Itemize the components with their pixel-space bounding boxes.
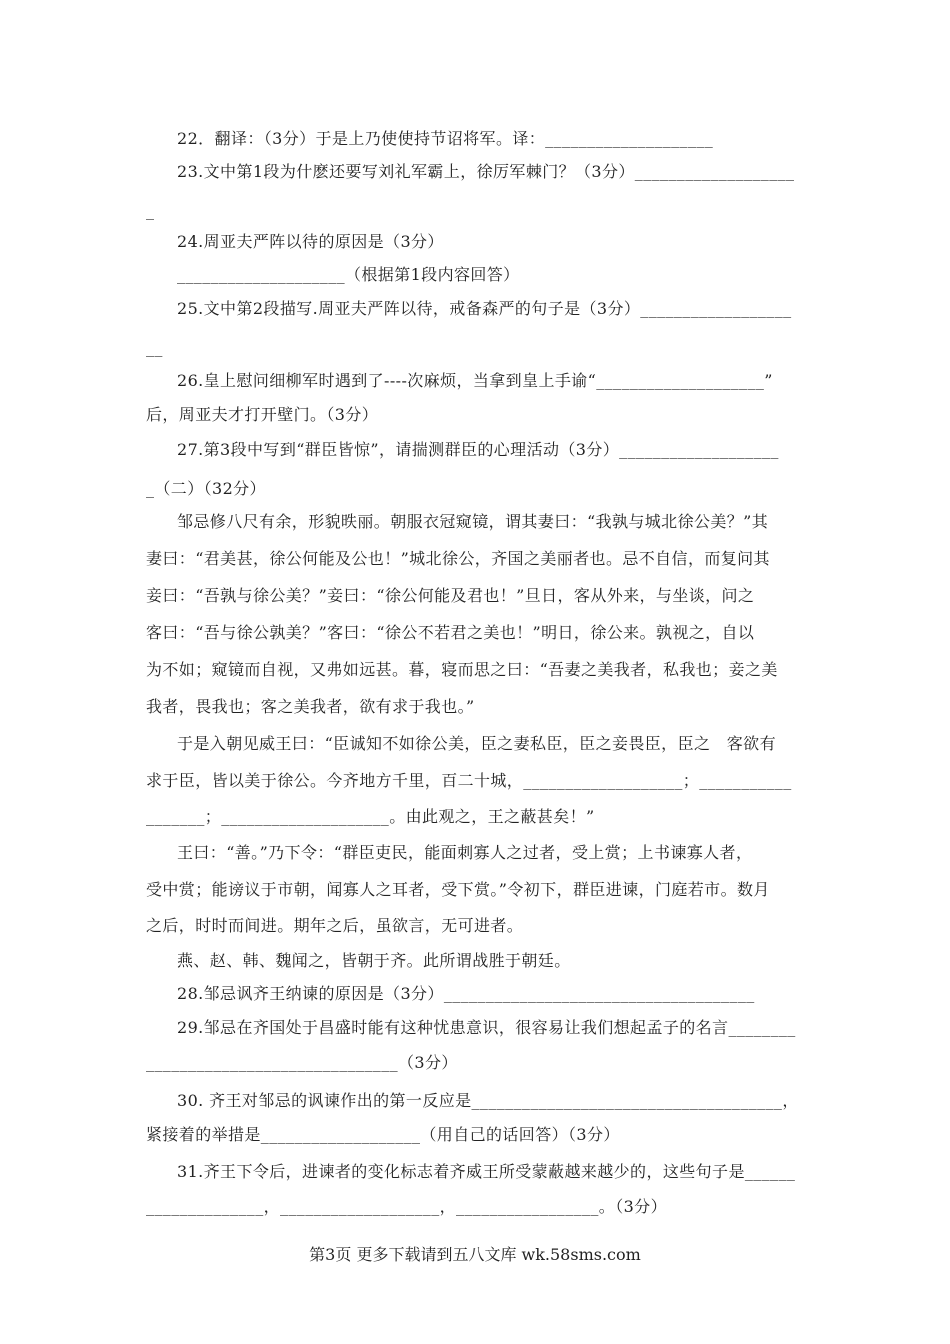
question-22: 22．翻译：（3分）于是上乃使使持节诏将军。译：____________________ — [177, 129, 714, 148]
passage-line: 之后，时时而间进。期年之后，虽欲言，无可进者。 — [146, 916, 524, 935]
passage-line: 妻曰：“君美甚，徐公何能及公也！”城北徐公，齐国之美丽者也。忌不自信，而复问其 — [146, 549, 770, 568]
question-30-continued: 紧接着的举措是___________________（用自己的话回答）（3分） — [146, 1125, 620, 1144]
question-23-continued: _ — [146, 201, 155, 220]
passage-line: 于是入朝见威王曰：“臣诚知不如徐公美，臣之妻私臣，臣之妾畏臣，臣之 客欲有 — [177, 734, 776, 753]
question-24: 24.周亚夫严阵以待的原因是（3分） — [177, 232, 444, 251]
question-26-continued: 后，周亚夫才打开壁门。（3分） — [146, 405, 379, 424]
section-two-heading: _（二）（32分） — [146, 479, 266, 498]
passage-line: 邹忌修八尺有余，形貌昳丽。朝服衣冠窥镜，谓其妻曰：“我孰与城北徐公美？”其 — [177, 512, 769, 531]
question-26: 26.皇上慰问细柳军时遇到了----次麻烦，当拿到皇上手谕“____________________” — [177, 371, 773, 390]
question-23: 23.文中第1段为什麽还要写刘礼军霸上，徐厉军棘门？（3分）___________________ — [177, 162, 795, 181]
question-28: 28.邹忌讽齐王纳谏的原因是（3分）_____________________________________ — [177, 984, 755, 1003]
passage-line: 我者，畏我也；客之美我者，欲有求于我也。” — [146, 697, 475, 716]
question-25-continued: __ — [146, 338, 163, 357]
passage-line: 妾曰：“吾孰与徐公美？”妾曰：“徐公何能及君也！”旦日，客从外来，与坐谈，问之 — [146, 586, 755, 605]
passage-line: 受中赏；能谤议于市朝，闻寡人之耳者，受下赏。”令初下，群臣进谏，门庭若市。数月 — [146, 880, 770, 899]
question-25: 25.文中第2段描写.周亚夫严阵以待，戒备森严的句子是（3分）__________________ — [177, 299, 792, 318]
passage-line: 求于臣，皆以美于徐公。今齐地方千里，百二十城，___________________；___________ — [146, 771, 792, 790]
question-27: 27.第3段中写到“群臣皆惊”，请揣测群臣的心理活动（3分）___________________ — [177, 440, 779, 459]
passage-line: 燕、赵、韩、魏闻之，皆朝于齐。此所谓战胜于朝廷。 — [177, 951, 571, 970]
passage-line: 客曰：“吾与徐公孰美？”客曰：“徐公不若君之美也！”明日，徐公来。孰视之，自以 — [146, 623, 755, 642]
question-29-continued: ______________________________（3分） — [146, 1053, 458, 1072]
question-31: 31.齐王下令后，进谏者的变化标志着齐威王所受蒙蔽越来越少的，这些句子是______ — [177, 1162, 796, 1181]
page-footer: 第3页 更多下载请到五八文库 wk.58sms.com — [309, 1245, 641, 1264]
question-31-continued: ______________，___________________，_________________。（3分） — [146, 1197, 667, 1216]
passage-line: 王曰：“善。”乃下令：“群臣吏民，能面刺寡人之过者，受上赏；上书谏寡人者， — [177, 843, 753, 862]
question-29: 29.邹忌在齐国处于昌盛时能有这种忧患意识，很容易让我们想起孟子的名言________ — [177, 1018, 796, 1037]
question-24-answer-line: ____________________（根据第1段内容回答） — [177, 265, 520, 284]
question-30: 30. 齐王对邹忌的讽谏作出的第一反应是_____________________________________， — [177, 1091, 799, 1110]
passage-line: _______；____________________。由此观之，王之蔽甚矣！” — [146, 807, 595, 826]
passage-line: 为不如；窥镜而自视，又弗如远甚。暮，寝而思之曰：“吾妻之美我者，私我也；妾之美 — [146, 660, 778, 679]
